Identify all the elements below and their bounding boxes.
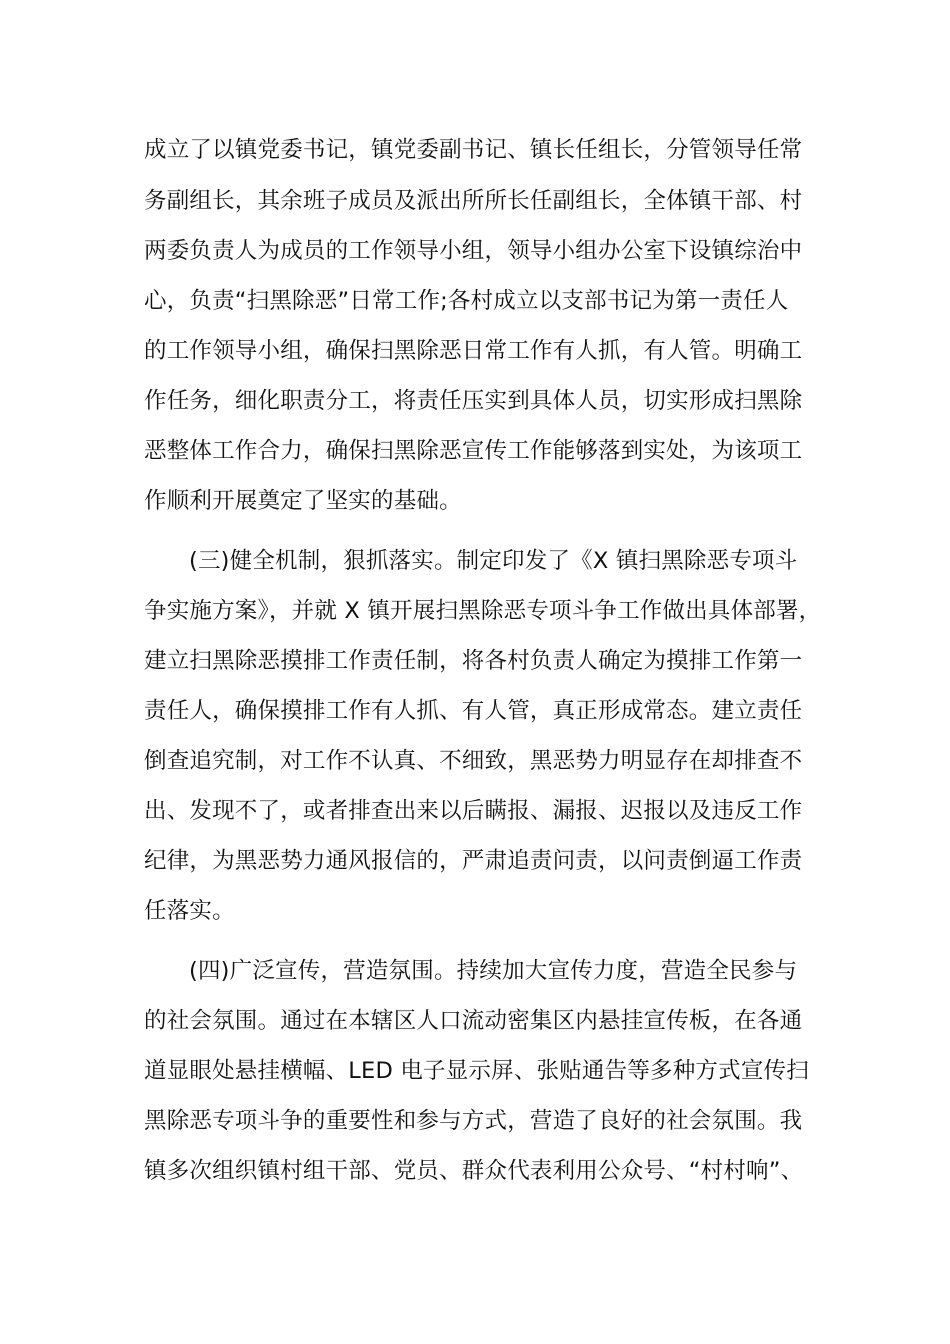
paragraph-start-line: (四)广泛宣传，营造氛围。持续加大宣传力度，营造全民参与 xyxy=(189,958,798,984)
text-line: 作顺利开展奠定了坚实的基础。 xyxy=(144,488,462,514)
paragraph-start-line: (三)健全机制，狠抓落实。制定印发了《X 镇扫黑除恶专项斗 xyxy=(189,548,798,574)
text-line: 建立扫黑除恶摸排工作责任制，将各村负责人确定为摸排工作第一 xyxy=(144,648,803,674)
text-line: 倒查追究制，对工作不认真、不细致，黑恶势力明显存在却排查不 xyxy=(144,748,803,774)
text-line: 纪律，为黑恶势力通风报信的，严肃追责问责，以问责倒逼工作责 xyxy=(144,848,803,874)
text-line: 出、发现不了，或者排查出来以后瞒报、漏报、迟报以及违反工作 xyxy=(144,798,803,824)
text-line: 的工作领导小组，确保扫黑除恶日常工作有人抓，有人管。明确工 xyxy=(144,338,803,364)
text-line: 两委负责人为成员的工作领导小组，领导小组办公室下设镇综治中 xyxy=(144,238,803,264)
text-line: 镇多次组织镇村组干部、党员、群众代表利用公众号、“村村响”、 xyxy=(144,1158,804,1184)
text-line: 心，负责“扫黑除恶”日常工作;各村成立以支部书记为第一责任人 xyxy=(144,288,789,314)
text-line: 责任人，确保摸排工作有人抓、有人管，真正形成常态。建立责任 xyxy=(144,698,803,724)
text-line: 恶整体工作合力，确保扫黑除恶宣传工作能够落到实处，为该项工 xyxy=(144,438,803,464)
text-line: 作任务，细化职责分工，将责任压实到具体人员，切实形成扫黑除 xyxy=(144,388,803,414)
text-line: 争实施方案》，并就 X 镇开展扫黑除恶专项斗争工作做出具体部署， xyxy=(144,598,822,624)
text-line: 黑除恶专项斗争的重要性和参与方式，营造了良好的社会氛围。我 xyxy=(144,1108,803,1134)
text-line: 务副组长，其余班子成员及派出所所长任副组长，全体镇干部、村 xyxy=(144,188,803,214)
text-line: 任落实。 xyxy=(144,898,235,924)
text-line: 成立了以镇党委书记，镇党委副书记、镇长任组长，分管领导任常 xyxy=(144,137,803,163)
text-line: 的社会氛围。通过在本辖区人口流动密集区内悬挂宣传板，在各通 xyxy=(144,1008,803,1034)
text-line: 道显眼处悬挂横幅、LED 电子显示屏、张贴通告等多种方式宣传扫 xyxy=(144,1058,809,1084)
